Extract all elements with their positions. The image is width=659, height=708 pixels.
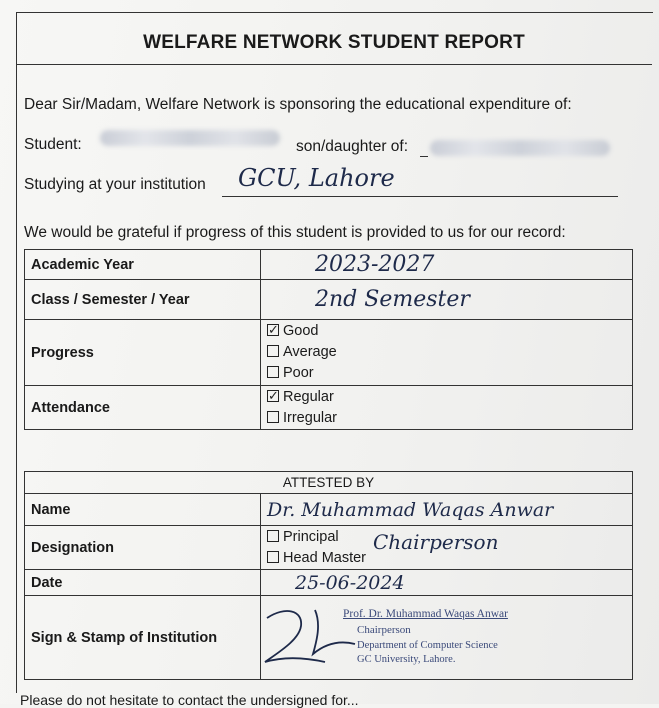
attendance-row [25,386,633,430]
stamp-line-2: Chairperson [357,624,411,636]
academic-year-row [25,250,633,280]
request-text: We would be grateful if progress of this student is provided to us for our record: [24,224,566,241]
stamp-line-4: GC University, Lahore. [357,654,456,665]
progress-options [261,320,633,386]
designation-label: Designation [25,526,261,570]
attendance-option-irregular[interactable]: Irregular [267,408,626,429]
sign-cell [261,596,633,680]
checkbox-checked-icon[interactable] [267,324,279,336]
date-value: 25-06-2024 [295,571,405,594]
institution-label: Studying at your institution [24,176,206,193]
progress-option-average[interactable]: Average [267,342,626,363]
attest-name-value: Dr. Muhammad Waqas Anwar [267,498,554,521]
progress-row [25,320,633,386]
class-row [25,280,633,320]
attest-name-label: Name [25,494,261,526]
class-cell [261,280,633,320]
report-title: WELFARE NETWORK STUDENT REPORT [143,32,525,53]
intro-text: Dear Sir/Madam, Welfare Network is sponsoring the educational expenditure of: [24,96,572,113]
checkbox-icon[interactable] [267,530,279,542]
sign-label: Sign & Stamp of Institution [25,596,261,680]
designation-row [25,526,633,570]
checkbox-icon[interactable] [267,411,279,423]
attendance-option-regular[interactable]: ✓Regular [267,387,626,408]
designation-option-principal[interactable]: Principal [267,527,626,548]
stamp-line-3: Department of Computer Science [357,640,498,651]
progress-option-poor[interactable]: Poor [267,363,626,384]
attendance-label: Attendance [25,386,261,430]
class-value: 2nd Semester [315,287,470,312]
designation-handwritten: Chairperson [373,530,499,554]
academic-year-label: Academic Year [25,250,261,280]
attest-heading: ATTESTED BY [25,472,633,494]
designation-cell [261,526,633,570]
date-cell [261,570,633,596]
attest-table [24,471,633,680]
relation-label: son/daughter of: [296,138,409,155]
academic-year-value: 2023-2027 [315,252,435,277]
sign-row [25,596,633,680]
checkbox-checked-icon[interactable] [267,390,279,402]
name-row [25,494,633,526]
checkbox-icon[interactable] [267,345,279,357]
date-row [25,570,633,596]
stamp-line-1: Prof. Dr. Muhammad Waqas Anwar [343,608,508,620]
designation-option-head-master[interactable]: Head Master [267,548,626,569]
parent-name-redacted [430,140,610,156]
attest-heading-row [25,472,633,494]
checkbox-icon[interactable] [267,551,279,563]
attest-name-cell [261,494,633,526]
attendance-options [261,386,633,430]
progress-table [24,249,633,430]
institution-value: GCU, Lahore [238,164,395,192]
institution-underline [222,196,618,197]
footer-text: Please do not hesitate to contact the undersigned for... [20,692,359,708]
checkbox-icon[interactable] [267,366,279,378]
date-label: Date [25,570,261,596]
academic-year-cell [261,250,633,280]
student-name-redacted [100,130,280,146]
progress-label: Progress [25,320,261,386]
progress-option-good[interactable]: ✓Good [267,321,626,342]
title-row [16,12,652,65]
parent-underline [420,156,428,157]
student-label: Student: [24,136,82,153]
class-label: Class / Semester / Year [25,280,261,320]
